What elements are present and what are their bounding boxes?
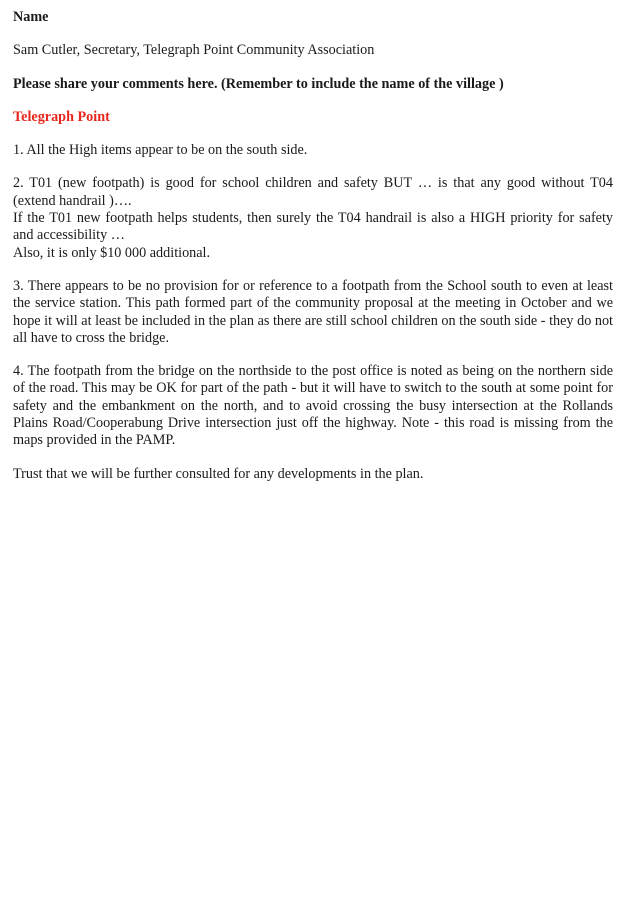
comment-item-4: 4. The footpath from the bridge on the northside to the post office is noted as being on the northern side of the road. This may be OK for part of the path - but it will have to switch to the south at some point for safety and the embankment on the north, and to avoid crossing the busy intersection at the Rollands Plains Road/Cooperabung Drive intersection just off the highway. Note - this road is missing from the maps provided in the PAMP. bbox=[13, 363, 613, 449]
comment-item-2-line-1: 2. T01 (new footpath) is good for school children and safety BUT … is that any good without T04 (extend handrail )…. bbox=[13, 175, 613, 209]
name-label: Name bbox=[13, 9, 49, 25]
document-page bbox=[13, 9, 613, 483]
closing-text: Trust that we will be further consulted for any developments in the plan. bbox=[13, 465, 424, 482]
comment-item-2-line-3: Also, it is only $10 000 additional. bbox=[13, 244, 211, 261]
comment-item-1: 1. All the High items appear to be on the south side. bbox=[13, 142, 308, 159]
village-heading: Telegraph Point bbox=[13, 108, 110, 125]
comment-item-2 bbox=[13, 175, 613, 261]
comment-item-3: 3. There appears to be no provision for or reference to a footpath from the School south to even at least the service station. This path formed part of the community proposal at the meeting in October and we hope it will at least be included in the plan as there are still school children on the south side - they do not all have to cross the bridge. bbox=[13, 277, 613, 346]
name-value: Sam Cutler, Secretary, Telegraph Point Community Association bbox=[13, 42, 375, 59]
comment-item-2-line-2: If the T01 new footpath helps students, then surely the T04 handrail is also a HIGH priority for safety and accessibility … bbox=[13, 210, 613, 244]
comments-label: Please share your comments here. (Remember to include the name of the village ) bbox=[13, 75, 504, 92]
